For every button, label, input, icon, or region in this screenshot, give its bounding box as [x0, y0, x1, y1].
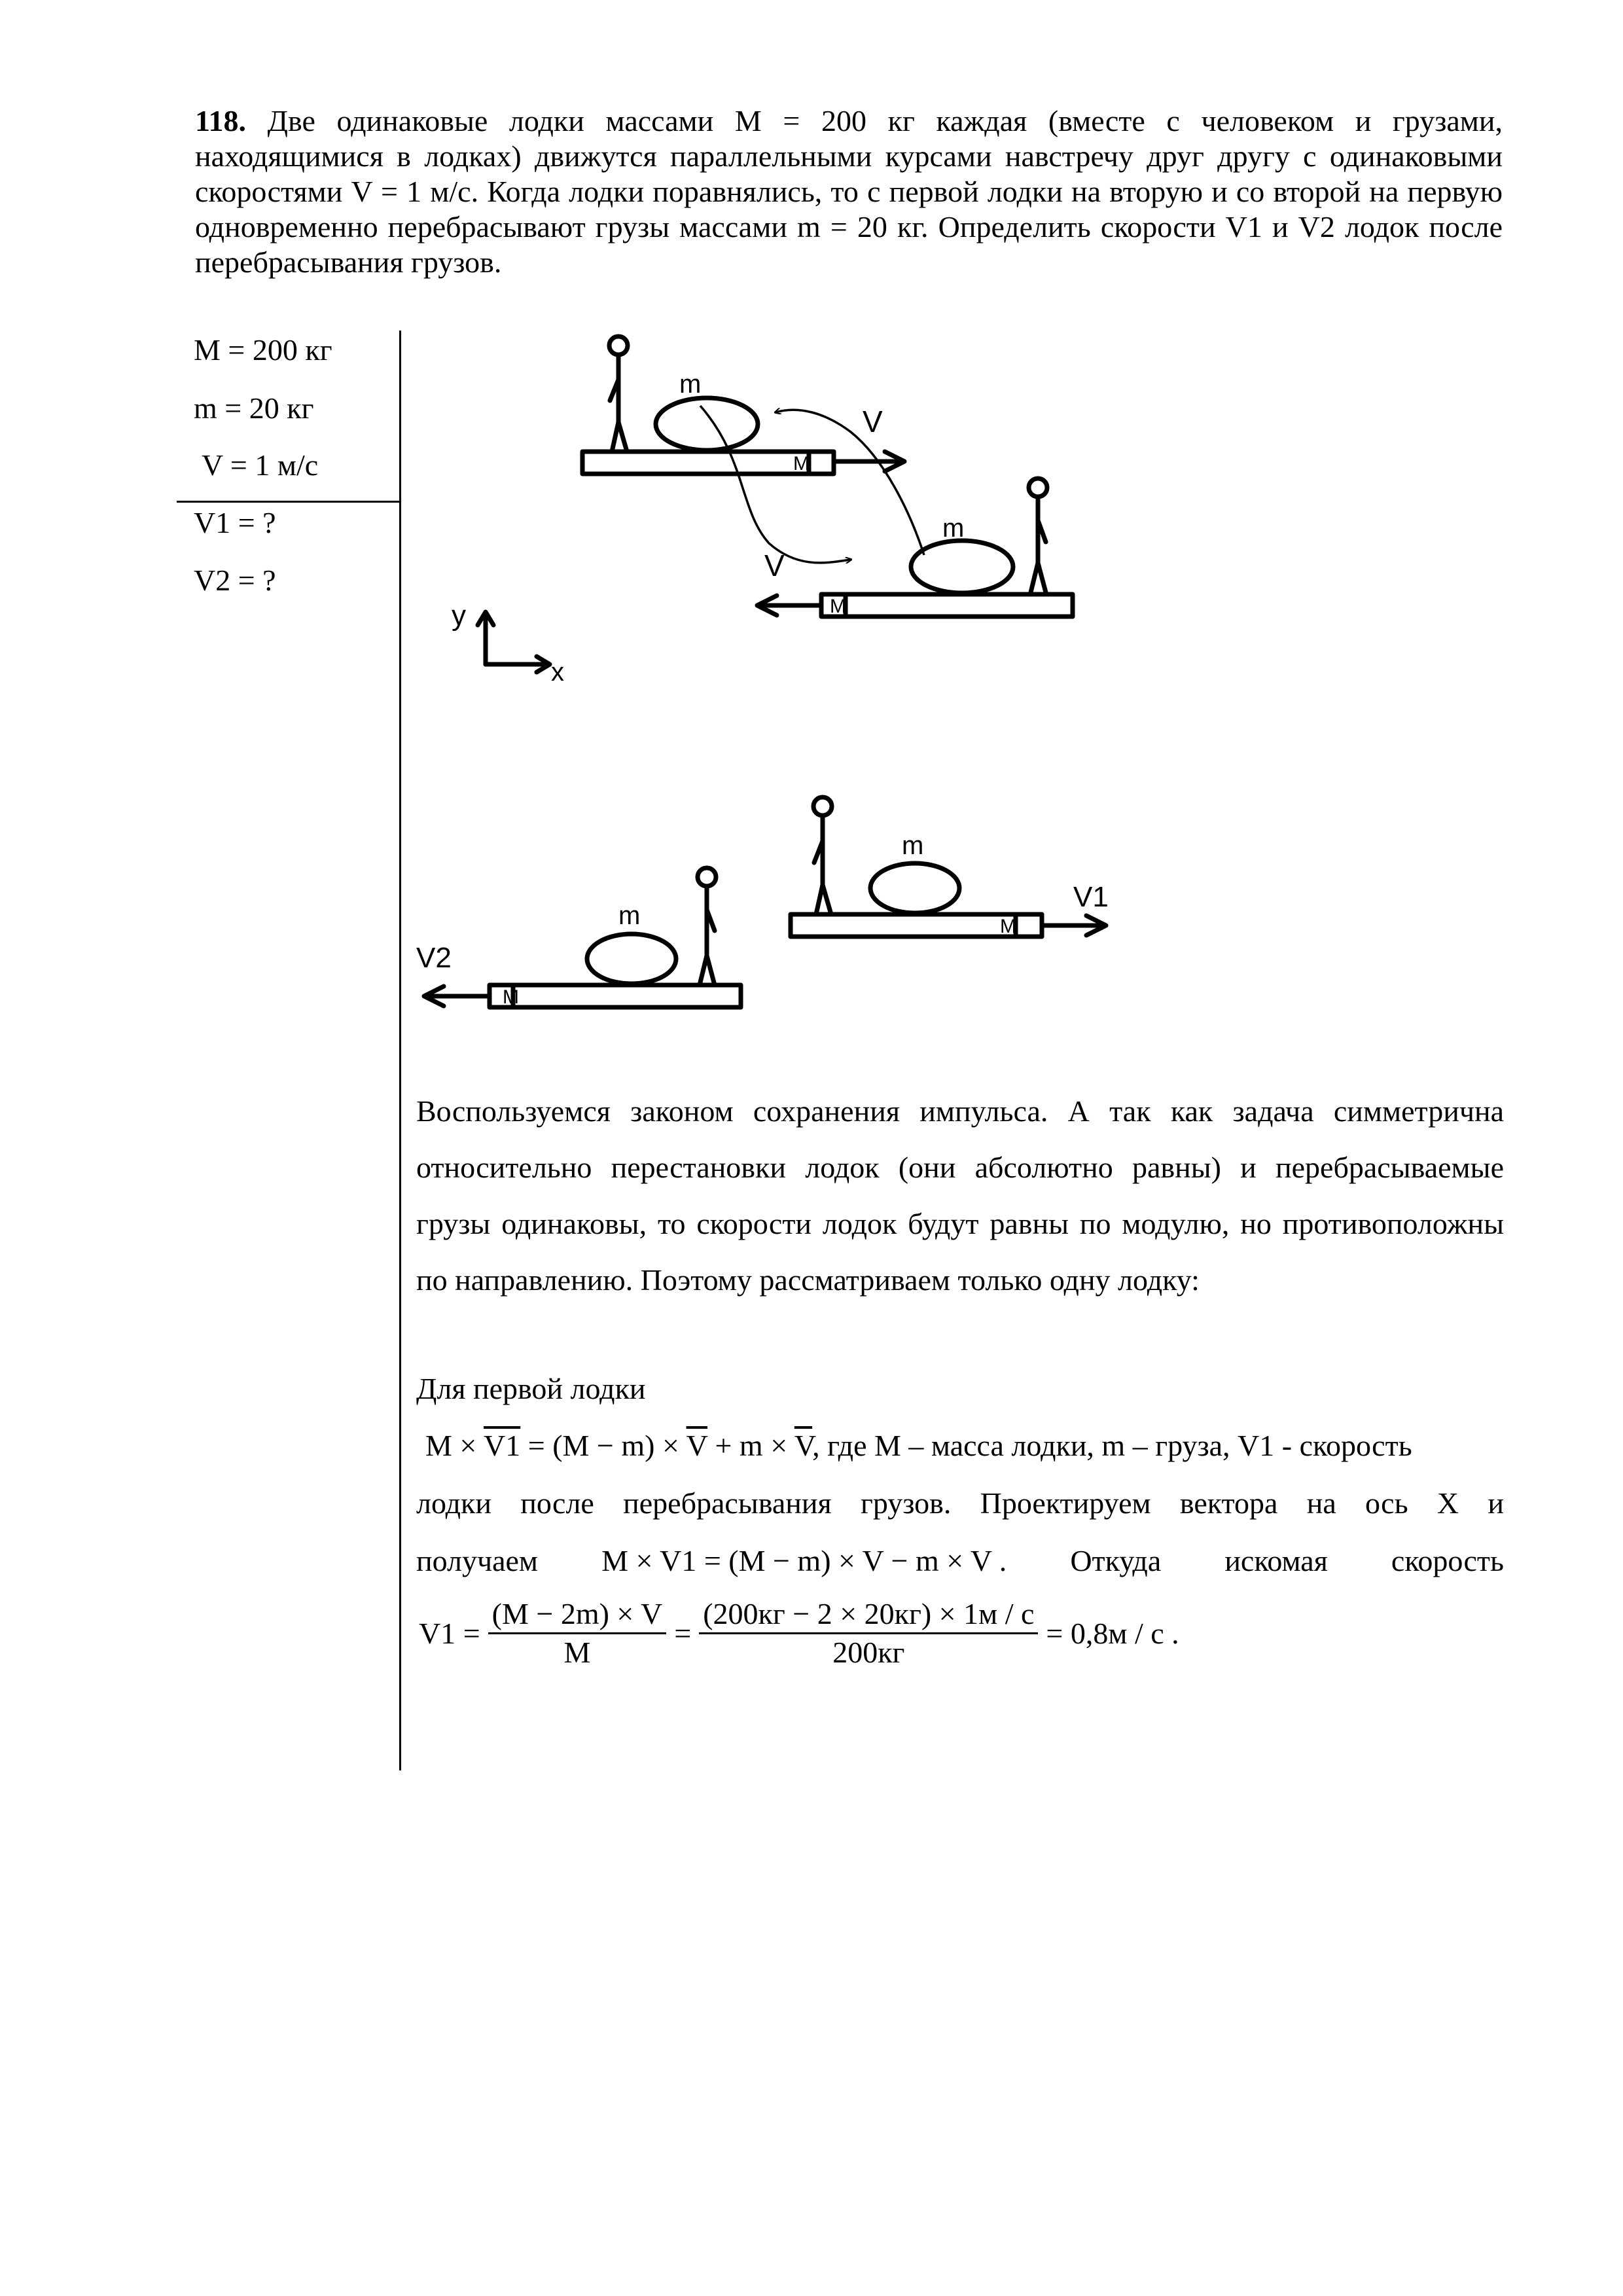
- velocity-arrow-1: [834, 452, 904, 471]
- eq1-part-c: + m ×: [707, 1429, 794, 1462]
- solution-subheading: Для первой лодки: [416, 1372, 646, 1405]
- boat-4: [490, 985, 741, 1007]
- person-4: [698, 868, 716, 985]
- problem-number: 118.: [195, 104, 246, 137]
- solution-line-2: лодки после перебрасывания грузов. Проектируем вектора на ось Х и: [416, 1486, 1504, 1520]
- cargo-2: [911, 541, 1013, 593]
- given-M: M = 200 кг: [194, 333, 332, 367]
- eq1-tail: , где М – масса лодки, m – груза, V1 - скорость: [812, 1429, 1412, 1462]
- eq1-vector-v: $\overline{V}$: [686, 1429, 707, 1462]
- label-M-3: M: [1000, 916, 1016, 937]
- label-axis-x: x: [551, 658, 564, 687]
- eq1-part-a: M ×: [425, 1429, 484, 1462]
- boat-2: [821, 594, 1073, 617]
- given-m: m = 20 кг: [194, 391, 314, 425]
- person-1: [609, 336, 628, 452]
- eq1-vector-v-2: $\overline{V}$: [794, 1429, 813, 1462]
- label-V1: V1: [1073, 881, 1109, 913]
- equation-projection: M × V1 = (M − m) × V − m × V .: [601, 1544, 1007, 1577]
- label-V-2: V: [764, 548, 785, 583]
- label-axis-y: y: [452, 600, 466, 632]
- label-M-1: M: [793, 453, 810, 475]
- label-m-3: m: [902, 831, 924, 860]
- equation-vector: [425, 1428, 1412, 1463]
- velocity-arrow-2: [757, 596, 821, 615]
- solution-line-3: [416, 1543, 1504, 1578]
- eq3-fraction-1: [488, 1597, 667, 1670]
- throw-path-2to1: [776, 410, 924, 555]
- throw-path-1to2: [700, 406, 851, 563]
- line3-word-4: скорость: [1391, 1544, 1504, 1577]
- given-V: V = 1 м/с: [202, 448, 319, 482]
- label-V-1: V: [863, 404, 883, 439]
- axis-y-arrow: [478, 612, 493, 664]
- eq3-lhs: V1 =: [419, 1617, 480, 1650]
- problem-text: Две одинаковые лодки массами М = 200 кг каждая (вместе с человеком и грузами, находящимися в лодках) движутся параллельными курсами навстречу друг другу с одинаковыми скоростями V = 1 м/с. Когда лодки поравнялись, то с первой лодки на вторую и со второй на первую одновременно перебрасывают грузы массами m = 20 кг. Определить скорости V1 и V2 лодок после перебрасывания грузов.: [195, 104, 1503, 279]
- eq3-numerator-2: (200кг − 2 × 20кг) × 1м / с: [699, 1597, 1038, 1634]
- velocity-arrow-v1: [1042, 916, 1106, 935]
- eq3-denominator-1: M: [563, 1636, 591, 1669]
- axis-x-arrow: [486, 656, 550, 672]
- label-M-2: M: [830, 596, 846, 617]
- eq3-equals: =: [674, 1617, 692, 1650]
- line3-word-2: Откуда: [1070, 1544, 1162, 1577]
- cargo-3: [870, 863, 959, 913]
- line3-word-3: искомая: [1224, 1544, 1328, 1577]
- eq3-result: = 0,8м / с .: [1046, 1617, 1179, 1650]
- label-M-4: M: [503, 986, 519, 1008]
- line3-word-1: получаем: [416, 1544, 539, 1577]
- solution-paragraph: Воспользуемся законом сохранения импульса. А так как задача симметрична относительно перестановки лодок (они абсолютно равны) и перебрасываемые грузы одинаковы, то скорости лодок будут равны по модулю, но противоположны по направлению. Поэтому рассматриваем только одну лодку:: [416, 1094, 1504, 1297]
- label-m-4: m: [618, 901, 641, 930]
- unknown-V1: V1 = ?: [194, 506, 276, 539]
- eq3-fraction-2: [699, 1597, 1038, 1670]
- unknown-V2: V2 = ?: [194, 564, 276, 597]
- person-2: [1029, 478, 1047, 592]
- label-m-1: m: [679, 370, 702, 399]
- velocity-arrow-v2: [424, 986, 490, 1006]
- equation-result: [419, 1597, 1179, 1670]
- eq1-part-b: = (M − m) ×: [520, 1429, 687, 1462]
- label-m-2: m: [942, 514, 965, 543]
- eq1-vector-v1: V1: [484, 1429, 521, 1462]
- label-V2: V2: [416, 942, 452, 974]
- cargo-4: [587, 934, 676, 984]
- cargo-1: [656, 398, 758, 450]
- eq3-numerator-1: (M − 2m) × V: [488, 1597, 667, 1634]
- eq3-denominator-2: 200кг: [832, 1636, 905, 1669]
- person-3: [813, 797, 832, 914]
